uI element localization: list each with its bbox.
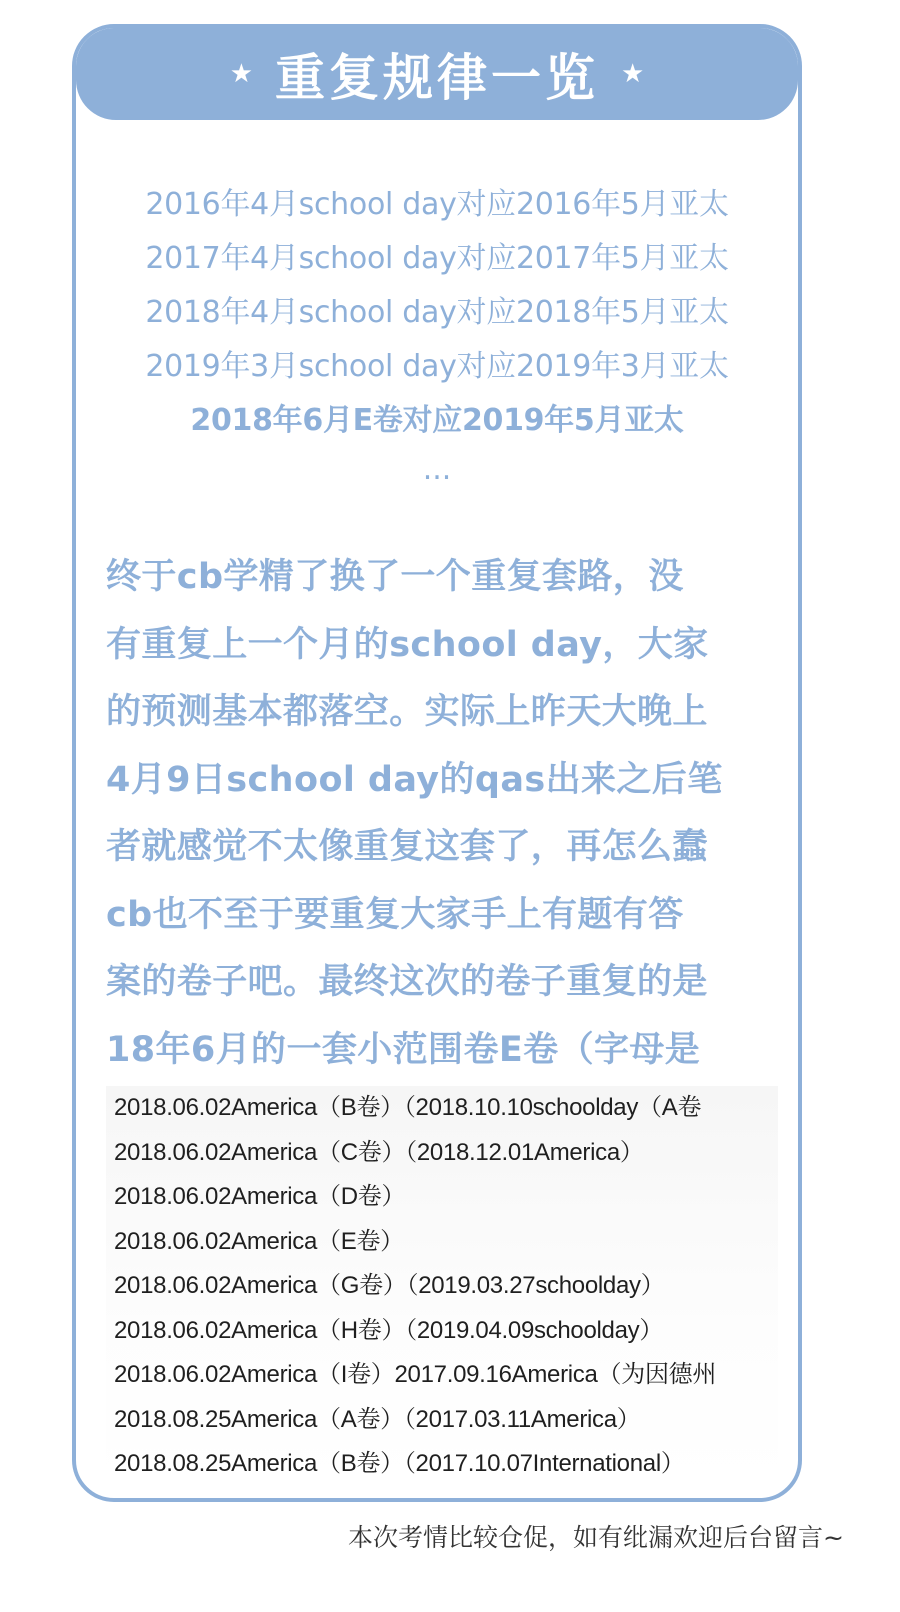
paragraph-line: 终于cb学精了换了一个重复套路，没	[106, 557, 684, 597]
paragraph-line: 18年6月的一套小范围卷E卷（字母是	[106, 1029, 701, 1070]
info-card	[72, 24, 802, 1502]
list-item: 2018.06.02America（E卷）	[114, 1227, 404, 1255]
star-icon: ★	[229, 59, 253, 89]
title-banner	[76, 28, 798, 120]
banner-title: 重复规律一览	[275, 49, 599, 107]
list-item: 2018.06.02America（B卷）（2018.10.10schoolday（A卷	[114, 1094, 702, 1121]
rule-line: 2018年4月school day对应2018年5月亚太	[145, 295, 729, 330]
rule-line: 2017年4月school day对应2017年5月亚太	[145, 241, 729, 276]
list-item: 2018.06.02America（G卷）（2019.03.27schoolday）	[114, 1272, 665, 1299]
paragraph-line: 的预测基本都落空。实际上昨天大晚上	[106, 692, 708, 732]
exam-list-screenshot	[106, 1086, 778, 1486]
list-item: 2018.06.02America（D卷）	[114, 1183, 406, 1210]
list-item: 2018.06.02America（I卷）2017.09.16America（为因德州	[114, 1361, 717, 1388]
footer-note: 本次考情比较仓促，如有纰漏欢迎后台留言~	[348, 1523, 844, 1552]
paragraph-line: 案的卷子吧。最终这次的卷子重复的是	[106, 962, 708, 1002]
list-item: 2018.06.02America（H卷）（2019.04.09schoolday）	[114, 1316, 664, 1344]
explanation-paragraph	[106, 544, 786, 1084]
rule-line: 2019年3月school day对应2019年3月亚太	[145, 349, 729, 384]
repeat-rules	[76, 178, 798, 502]
paragraph-line: 4月9日school day的qas出来之后笔	[106, 759, 723, 800]
ellipsis: ...	[422, 452, 452, 487]
list-item: 2018.08.25America（A卷）（2017.03.11America）	[114, 1405, 641, 1433]
star-icon: ★	[621, 59, 645, 89]
paragraph-line: 者就感觉不太像重复这套了，再怎么蠢	[106, 827, 708, 867]
list-item: 2018.06.02America（C卷）（2018.12.01America）	[114, 1138, 644, 1166]
paragraph-line: cb也不至于要重复大家手上有题有答	[106, 894, 684, 935]
rule-line: 2016年4月school day对应2016年5月亚太	[145, 187, 729, 222]
highlight-rule: 2018年6月E卷对应2019年5月亚太	[190, 403, 684, 438]
paragraph-line: 有重复上一个月的school day，大家	[106, 624, 709, 665]
list-item: 2018.08.25America（B卷）（2017.10.07International）	[114, 1450, 685, 1477]
